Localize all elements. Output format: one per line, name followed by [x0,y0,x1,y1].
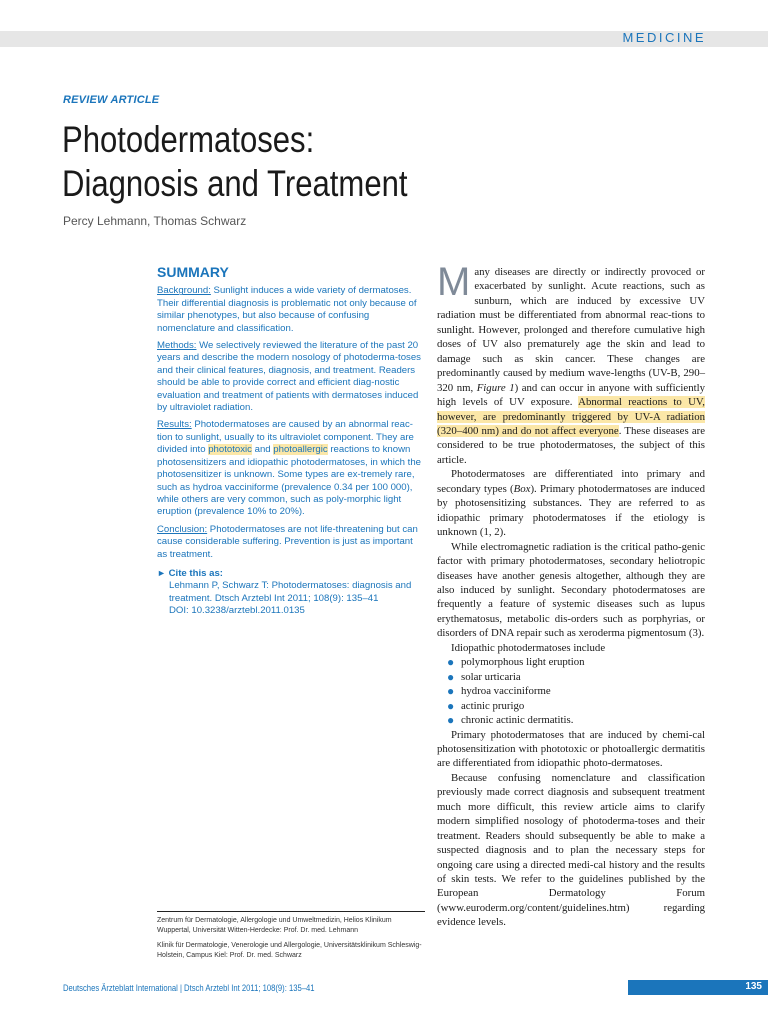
main-text [437,260,705,930]
methods-label: Methods: [157,340,197,352]
list-item-text: actinic prurigo [461,699,525,712]
list-item-text: solar urticaria [461,670,521,683]
list-item [447,699,705,713]
article-type: REVIEW ARTICLE [63,94,160,106]
idiopathic-list [437,655,705,727]
highlighted-passage: Abnormal reactions to UV, however, are predominantly triggered by UV-A radiation (320–400 nm) and do not affect everyone [437,396,705,437]
cite-reference: Lehmann P, Schwarz T: Photodermatoses: diagnosis and treatment. Dtsch Arztebl Int 2011; 108(9): 135–41 [169,580,412,604]
list-item [447,684,705,698]
summary-results [157,419,425,518]
bullet-icon: ● [447,713,455,728]
title-line-2: Diagnosis and Treatment [62,163,408,204]
drop-cap: M [437,260,471,304]
summary-conclusion [157,524,425,561]
conclusion-text: Photodermatoses are not life-threatening but can cause considerable suffering. Prevention is just as important as treatment. [157,523,418,560]
background-text: Sunlight induces a wide variety of dermatoses. Their differential diagnosis is problematic not only because of similar phenotypes, but also because of confusing nomenclature and classification. [157,285,417,334]
p2-text-a: Photodermatoses are differentiated into primary and secondary types ( [437,468,705,495]
p1-text-a: any diseases are directly or indirectly provoced or exacerbated by sunlight. Acute reactions, such as sunburn, which are induced by excessive UV radiation must be differentiated from abnormal reac-tions to sunlight. However, prolonged and therefore cumulative high doses of UV also prematurely age the skin and lead to damage such as skin cancer. These changes are predominantly caused by medium wave-lengths (UV-B, 290–320 nm, [437,266,705,394]
paragraph-2 [437,467,705,539]
paragraph-3: While electromagnetic radiation is the critical patho-genic factor with primary photodermatoses, secondary heliotropic diseases have another genesis altogether, although they are also induced by sunlight. Secondary photodermatoses are frequently a feature of systemic diseases such as lupus erythematosus, metabolic dis-orders such as porphyrias, or disorders of DNA repair such as xeroderma pigmentosum (3). [437,540,705,640]
bullet-icon: ● [447,669,455,684]
conclusion-label: Conclusion: [157,523,208,535]
affiliations [157,911,425,966]
summary-methods [157,340,425,414]
p1-text-c: . These diseases are considered to be true photodermatoses, the subject of this article. [437,424,705,466]
article-title [62,118,408,206]
list-item [447,655,705,669]
list-intro: Idiopathic photodermatoses include [451,641,606,654]
triangle-icon: ► [157,567,166,578]
methods-text: We selectively reviewed the literature of the past 20 years and describe the modern nosology of photoderma-toses and their clinical features, diagnosis, and treatment. Readers should be able to provide correct and efficient diag-nostic evaluation and treatment of patients with dermatoses induced by ultraviolet radiation. [157,340,421,414]
affiliation-2: Klinik für Dermatologie, Venerologie und Allergologie, Universitätsklinikum Schleswig-Holstein, Campus Kiel: Prof. Dr. med. Schwarz [157,942,422,959]
results-label: Results: [157,419,192,431]
paragraph-5: Because confusing nomenclature and classification previously made correct diagnosis and subsequent treatment much more difficult, this review article aims to clarify modern simplified nosology of photoderma-toses and their treatment. Readers should subsequently be able to make a suspected diagnosis and to plan the necessary steps for ongoing care using a directed medi-cal history and the results of skin tests. We refer to the guidelines published by the European Dermatology Forum (www.euroderm.org/content/guidelines.htm) regarding evidence levels. [437,771,705,929]
highlight-phototoxic: phototoxic [208,444,252,456]
cite-heading [157,567,425,580]
list-item-text: hydroa vacciniforme [461,685,551,698]
footer-citation [63,983,314,993]
journal-citation: Dtsch Arztebl Int 2011; 108(9): 135–41 [184,983,315,993]
affiliation-1: Zentrum für Dermatologie, Allergologie und Umweltmedizin, Helios Klinikum Wuppertal, Universität Witten-Herdecke: Prof. Dr. med. Lehmann [157,917,392,934]
figure-reference[interactable]: Figure 1 [476,381,515,394]
box-reference[interactable]: Box [513,482,531,495]
bullet-icon: ● [447,698,455,713]
title-line-1: Photodermatoses: [62,119,315,160]
footer-separator: | [177,983,185,993]
bullet-icon: ● [447,684,455,699]
list-item [447,670,705,684]
list-item-text: polymorphous light eruption [461,656,585,669]
cite-block [157,567,425,618]
bullet-icon: ● [447,655,455,670]
list-item [447,713,705,727]
section-label: MEDICINE [622,30,706,45]
results-text-3: reactions to known photosensitizers and idiopathic photodermatoses, in which the photosensitizer is unknown. Some types are ex-tremely rare, such as hydroa vacciniforme (prevalence 0.34 per 100 000), while others are very common, such as poly-morphic light eruption (prevalence 10% to 20%). [157,444,421,518]
summary-box [157,266,425,618]
p2-text-b: ). Primary photodermatoses are induced by photosensitizing substances. They are referred to as idiopathic primary photodermatoses if the etiology is unknown (1, 2). [437,482,705,539]
results-text-1: Photodermatoses are caused by an abnormal reac-tion to sunlight, usually to its ultraviolet component. They are divided into [157,419,414,456]
list-item-text: chronic actinic dermatitis. [461,714,574,727]
highlight-photoallergic: photoallergic [273,444,328,456]
results-text-2: and [251,444,274,456]
page-number: 135 [745,981,762,992]
paragraph-4: Primary photodermatoses that are induced by chemi-cal photosensitization with phototoxic or photoallergic dermatitis are differentiated from idiopathic photo-dermatoses. [437,728,705,770]
summary-heading: SUMMARY [157,264,229,280]
paragraph-1 [437,260,705,467]
page-number-bar [628,980,768,995]
doi-link[interactable]: DOI: 10.3238/arztebl.2011.0135 [169,605,305,617]
cite-label: Cite this as: [168,567,223,579]
summary-background [157,285,425,335]
journal-name: Deutsches Ärzteblatt International [63,983,178,993]
authors: Percy Lehmann, Thomas Schwarz [63,214,247,228]
p1-text-b: ) and can occur in anyone with sufficiently high levels of UV exposure. [437,381,705,409]
background-label: Background: [157,285,211,297]
